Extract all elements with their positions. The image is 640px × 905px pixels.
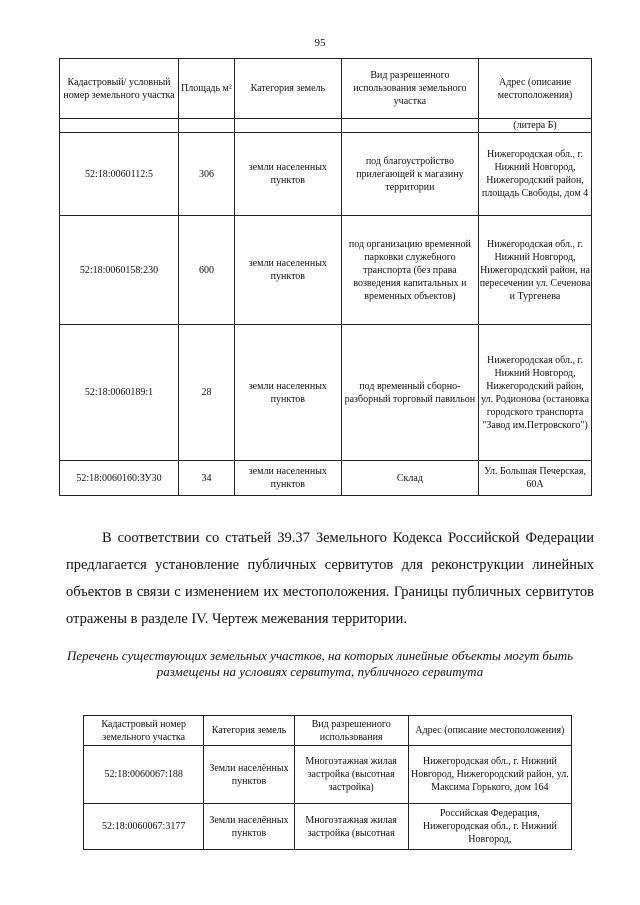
table-row-continuation (60, 119, 592, 133)
cell (179, 119, 235, 133)
cell (234, 119, 341, 133)
cadastral-number: 52:18:0060067:188 (84, 746, 204, 804)
land-category: земли населенных пунктов (234, 216, 341, 325)
header-cadastral-number: Кадастровый/ условный номер земельного участка (60, 59, 179, 119)
table-row (60, 461, 592, 496)
header-land-category: Категория земель (234, 59, 341, 119)
header-land-category: Категория земель (204, 716, 294, 746)
address: Нижегородская обл., г. Нижний Новгород, Нижегородский район, площадь Свободы, дом 4 (479, 133, 592, 216)
table-header-row (60, 59, 592, 119)
table-caption: Перечень существующих земельных участков, на которых линейные объекты могут быть размещены на условиях сервитута, публичного сервитута (66, 648, 574, 679)
continuation-address: (литера Б) (479, 119, 592, 133)
header-area: Площадь м² (179, 59, 235, 119)
address: Нижегородская обл., г. Нижний Новгород, Нижегородский район, на пересечении ул. Сеченова и Тургенева (479, 216, 592, 325)
header-cadastral-number: Кадастровый номер земельного участка (84, 716, 204, 746)
table-row (60, 325, 592, 461)
table-row (84, 746, 572, 804)
servitude-plots-table (83, 715, 572, 850)
address: Нижегородская обл., г. Нижний Новгород, Нижегородский район, ул. Максима Горького, дом 164 (408, 746, 571, 804)
area: 34 (179, 461, 235, 496)
header-address: Адрес (описание местоположения) (408, 716, 571, 746)
permitted-use: под благоустройство прилегающей к магазину территории (341, 133, 478, 216)
area: 306 (179, 133, 235, 216)
cadastral-number: 52:18:0060158:230 (60, 216, 179, 325)
header-address: Адрес (описание местоположения) (479, 59, 592, 119)
address: Нижегородская обл., г. Нижний Новгород, Нижегородский район, ул. Родионова (остановка городского транспорта "Завод им.Петровского") (479, 325, 592, 461)
table-row (84, 804, 572, 850)
permitted-use: Многоэтажная жилая застройка (высотная (294, 804, 408, 850)
cadastral-number: 52:18:0060189:1 (60, 325, 179, 461)
land-category: Земли населённых пунктов (204, 746, 294, 804)
area: 600 (179, 216, 235, 325)
land-category: земли населенных пунктов (234, 133, 341, 216)
cadastral-number: 52:18:0060160:ЗУ30 (60, 461, 179, 496)
land-category: земли населенных пунктов (234, 461, 341, 496)
table-row (60, 216, 592, 325)
header-permitted-use: Вид разрешенного использования (294, 716, 408, 746)
area: 28 (179, 325, 235, 461)
permitted-use: Склад (341, 461, 478, 496)
page-number: 95 (314, 37, 326, 49)
land-plots-table (59, 58, 592, 496)
cell (60, 119, 179, 133)
body-paragraph (66, 525, 594, 633)
cadastral-number: 52:18:0060112:5 (60, 133, 179, 216)
permitted-use: Многоэтажная жилая застройка (высотная застройка) (294, 746, 408, 804)
land-category: Земли населённых пунктов (204, 804, 294, 850)
cell (341, 119, 478, 133)
address: Российская Федерация, Нижегородская обл., г. Нижний Новгород, (408, 804, 571, 850)
header-permitted-use: Вид разрешенного использования земельного участка (341, 59, 478, 119)
cadastral-number: 52:18:0060067:3177 (84, 804, 204, 850)
address: Ул. Большая Печерская, 60А (479, 461, 592, 496)
land-category: земли населенных пунктов (234, 325, 341, 461)
permitted-use: под организацию временной парковки служебного транспорта (без права возведения капитальных и временных объектов) (341, 216, 478, 325)
table-header-row (84, 716, 572, 746)
permitted-use: под временный сборно-разборный торговый павильон (341, 325, 478, 461)
paragraph-text: В соответствии со статьей 39.37 Земельного Кодекса Российской Федерации предлагается установление публичных сервитутов для реконструкции линейных объектов в связи с изменением их местоположения. Границы публичных сервитутов отражены в разделе IV. Чертеж межевания территории. (66, 530, 594, 627)
table-row (60, 133, 592, 216)
